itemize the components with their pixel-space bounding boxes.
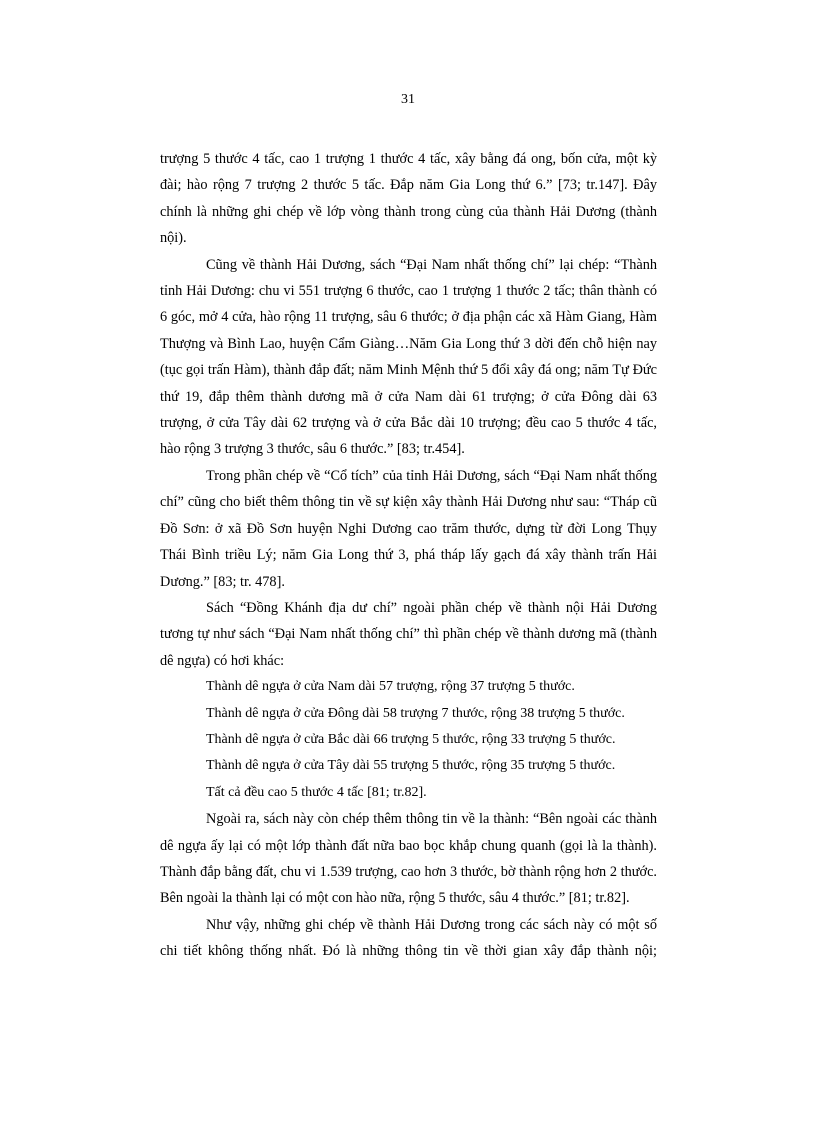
quote-line-west-gate: Thành dê ngựa ở cửa Tây dài 55 trượng 5 thước, rộng 35 trượng 5 thước. [206,758,616,774]
paragraph-dong-khanh: Sách “Đồng Khánh địa dư chí” ngoài phần chép về thành nội Hải Dương tương tự như sách “Đại Nam nhất thống chí” thì phần chép về thành dương mã (thành dê ngựa) có hơi khác: [160,599,657,669]
quote-line-summary: Tất cả đều cao 5 thước 4 tấc [81; tr.82]. [206,784,427,800]
quote-line-east-gate: Thành dê ngựa ở cửa Đông dài 58 trượng 7 thước, rộng 38 trượng 5 thước. [206,705,625,721]
quote-block [160,674,657,806]
quote-line-north-gate: Thành dê ngựa ở cửa Bắc dài 66 trượng 5 thước, rộng 33 trượng 5 thước. [206,731,616,747]
paragraph-la-thanh: Ngoài ra, sách này còn chép thêm thông tin về la thành: “Bên ngoài các thành dê ngựa ấy lại có một lớp thành đất nữa bao bọc khắp chung quanh (gọi là la thành). Thành đắp bằng đất, chu vi 1.539 trượng, cao hơn 3 thước, bờ thành rộng hơn 2 thước. Bên ngoài la thành lại có một con hào nữa, rộng 5 thước, sâu 4 thước.” [81; tr.82]. [160,811,657,907]
paragraph-dai-nam-thanh-tinh: Cũng về thành Hải Dương, sách “Đại Nam nhất thống chí” lại chép: “Thành tỉnh Hải Dương: chu vi 551 trượng 6 thước, cao 1 trượng 1 thước 2 tấc; thân thành có 6 góc, mở 4 cửa, hào rộng 11 trượng, sâu 6 thước; ở địa phận các xã Hàm Giang, Hàm Thượng và Bình Lao, huyện Cẩm Giàng…Năm Gia Long thứ 3 dời đến chỗ hiện nay (tục gọi trấn Hàm), thành đắp đất; năm Minh Mệnh thứ 5 đổi xây đá ong; năm Tự Đức thứ 19, đắp thêm thành dương mã ở cửa Nam dài 61 trượng; ở cửa Đông dài 63 trượng, ở cửa Tây dài 62 trượng và ở cửa Bắc dài 10 trượng; đều cao 5 thước 4 tấc, hào rộng 3 trượng 3 thước, sâu 6 thước.” [83; tr.454]. [160,256,657,458]
quote-line-south-gate: Thành dê ngựa ở cửa Nam dài 57 trượng, rộng 37 trượng 5 thước. [206,679,575,695]
document-body [160,146,657,965]
page-number: 31 [401,92,415,107]
paragraph-continuation: trượng 5 thước 4 tấc, cao 1 trượng 1 thước 4 tấc, xây bằng đá ong, bốn cửa, một kỳ đài; hào rộng 7 trượng 2 thước 5 tấc. Đắp năm Gia Long thứ 6.” [73; tr.147]. Đây chính là những ghi chép về lớp vòng thành trong cùng của thành Hải Dương (thành nội). [160,151,657,247]
paragraph-conclusion: Như vậy, những ghi chép về thành Hải Dương trong các sách này có một số chi tiết không thống nhất. Đó là những thông tin về thời gian xây đắp thành nội; [160,916,657,960]
paragraph-co-tich: Trong phần chép về “Cổ tích” của tỉnh Hải Dương, sách “Đại Nam nhất thống chí” cũng cho biết thêm thông tin về sự kiện xây thành Hải Dương như sau: “Tháp cũ Đồ Sơn: ở xã Đồ Sơn huyện Nghi Dương cao trăm thước, dựng từ đời Long Thụy Thái Bình triều Lý; năm Gia Long thứ 3, phá tháp lấy gạch đá xây thành trấn Hải Dương.” [83; tr. 478]. [160,467,657,590]
